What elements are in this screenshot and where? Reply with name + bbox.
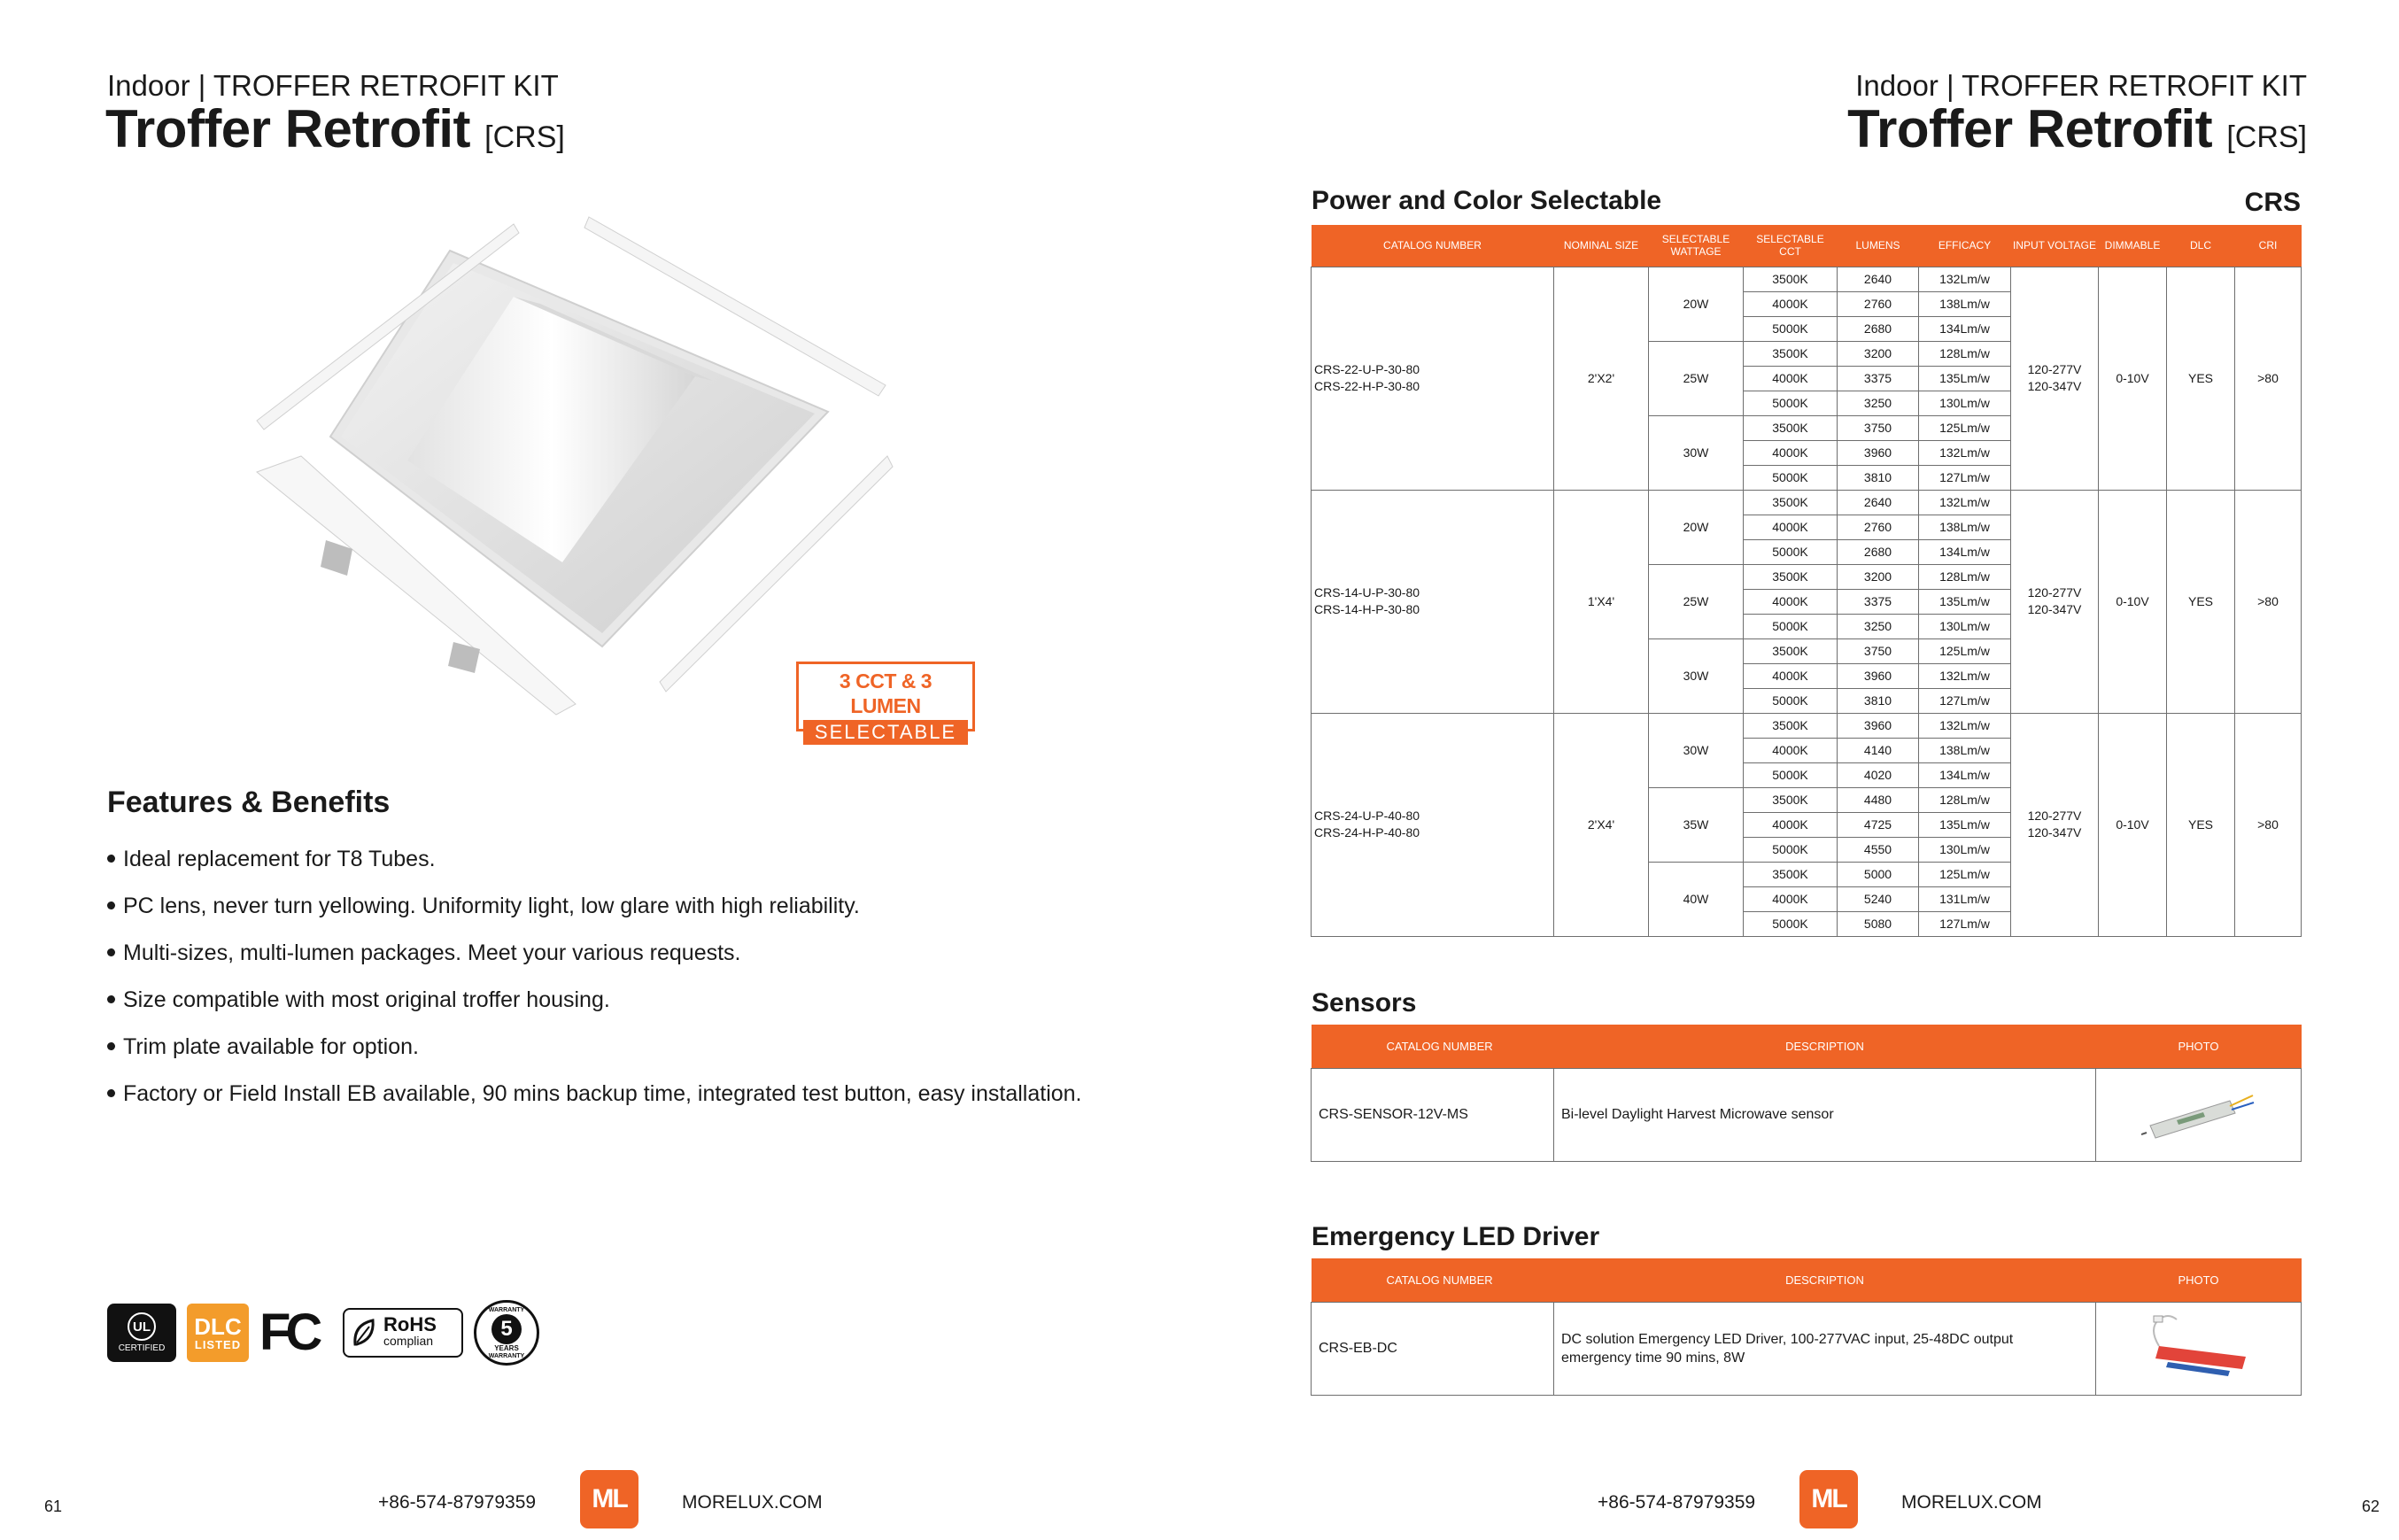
leaf-icon	[352, 1318, 376, 1348]
feature-item: Factory or Field Install EB available, 90 mins backup time, integrated test button, easy installation.	[107, 1082, 1082, 1105]
efficacy-cell: 125Lm/w	[1919, 862, 2011, 886]
efficacy-cell: 135Lm/w	[1919, 366, 2011, 391]
features-list	[107, 847, 1082, 1129]
lumens-cell: 3960	[1838, 440, 1919, 465]
lumens-cell: 4480	[1838, 787, 1919, 812]
right-phone: +86-574-87979359	[1598, 1492, 1756, 1513]
lumens-cell: 4550	[1838, 837, 1919, 862]
emergency-header-cell: PHOTO	[2096, 1258, 2302, 1302]
wattage-cell: 30W	[1649, 713, 1744, 787]
efficacy-cell: 128Lm/w	[1919, 564, 2011, 589]
right-header-subtitle: Indoor | TROFFER RETROFIT KIT	[1855, 69, 2307, 102]
efficacy-cell: 127Lm/w	[1919, 688, 2011, 713]
efficacy-cell: 138Lm/w	[1919, 738, 2011, 762]
spec-header-cell: DLC	[2167, 225, 2235, 267]
left-website-link[interactable]: MORELUX.COM	[682, 1492, 823, 1513]
sensors-table	[1311, 1025, 2302, 1162]
efficacy-cell: 125Lm/w	[1919, 415, 2011, 440]
emergency-catalog-cell: CRS-EB-DC	[1312, 1302, 1554, 1395]
right-page-number: 62	[2362, 1497, 2380, 1515]
cct-cell: 3500K	[1744, 564, 1838, 589]
badge-line2: SELECTABLE	[803, 720, 968, 745]
spec-header-cell: NOMINAL SIZE	[1554, 225, 1649, 267]
emergency-header-cell: DESCRIPTION	[1554, 1258, 2096, 1302]
left-brand-logo: ML	[580, 1470, 638, 1528]
product-image	[248, 199, 903, 722]
voltage-cell: 120-277V 120-347V	[2011, 267, 2099, 490]
features-title: Features & Benefits	[107, 785, 391, 819]
wattage-cell: 35W	[1649, 787, 1744, 862]
catalog-cell: CRS-22-U-P-30-80 CRS-22-H-P-30-80	[1312, 267, 1554, 490]
sensor-catalog-cell: CRS-SENSOR-12V-MS	[1312, 1068, 1554, 1161]
cct-cell: 5000K	[1744, 316, 1838, 341]
feature-item: Trim plate available for option.	[107, 1035, 1082, 1058]
cct-cell: 3500K	[1744, 415, 1838, 440]
certifications-row	[107, 1300, 539, 1366]
emergency-title: Emergency LED Driver	[1312, 1222, 1600, 1251]
sensors-title: Sensors	[1312, 988, 1417, 1018]
cri-cell: >80	[2235, 267, 2302, 490]
cct-cell: 5000K	[1744, 465, 1838, 490]
lumens-cell: 2760	[1838, 291, 1919, 316]
sensor-photo	[2141, 1081, 2256, 1143]
spec-header-cell: DIMMABLE	[2099, 225, 2167, 267]
efficacy-cell: 135Lm/w	[1919, 589, 2011, 614]
emergency-driver-photo	[2141, 1311, 2256, 1381]
spec-header-cell: SELECTABLE CCT	[1744, 225, 1838, 267]
lumens-cell: 2760	[1838, 515, 1919, 539]
lumens-cell: 3810	[1838, 465, 1919, 490]
spec-header-cell: EFFICACY	[1919, 225, 2011, 267]
emergency-description-cell: DC solution Emergency LED Driver, 100-277VAC input, 25-48DC output emergency time 90 mins, 8W	[1554, 1302, 2096, 1395]
spec-header-row	[1312, 225, 2302, 267]
wattage-cell: 40W	[1649, 862, 1744, 936]
bullet-icon	[107, 1042, 115, 1050]
size-cell: 2'X4'	[1554, 713, 1649, 936]
lumens-cell: 2640	[1838, 267, 1919, 291]
efficacy-cell: 132Lm/w	[1919, 440, 2011, 465]
lumens-cell: 3375	[1838, 589, 1919, 614]
lumens-cell: 4020	[1838, 762, 1919, 787]
lumens-cell: 5240	[1838, 886, 1919, 911]
cct-cell: 4000K	[1744, 515, 1838, 539]
efficacy-cell: 132Lm/w	[1919, 713, 2011, 738]
ul-certified-icon: UL CERTIFIED	[107, 1304, 176, 1362]
sensors-header-cell: PHOTO	[2096, 1025, 2302, 1068]
right-website-link[interactable]: MORELUX.COM	[1901, 1492, 2042, 1513]
efficacy-cell: 132Lm/w	[1919, 663, 2011, 688]
feature-item: Ideal replacement for T8 Tubes.	[107, 847, 1082, 871]
cct-cell: 5000K	[1744, 911, 1838, 936]
emergency-header-cell: CATALOG NUMBER	[1312, 1258, 1554, 1302]
left-phone: +86-574-87979359	[378, 1492, 537, 1513]
fc-icon: FC	[259, 1304, 318, 1361]
dlc-cell: YES	[2167, 267, 2235, 490]
cct-cell: 4000K	[1744, 812, 1838, 837]
efficacy-cell: 132Lm/w	[1919, 267, 2011, 291]
efficacy-cell: 134Lm/w	[1919, 539, 2011, 564]
efficacy-cell: 130Lm/w	[1919, 837, 2011, 862]
lumens-cell: 3750	[1838, 415, 1919, 440]
lumens-cell: 3250	[1838, 614, 1919, 638]
cct-cell: 4000K	[1744, 366, 1838, 391]
efficacy-cell: 130Lm/w	[1919, 391, 2011, 415]
spec-header-cell: CATALOG NUMBER	[1312, 225, 1554, 267]
cct-cell: 3500K	[1744, 787, 1838, 812]
bullet-icon	[107, 902, 115, 909]
cct-cell: 3500K	[1744, 490, 1838, 515]
emergency-header-row	[1312, 1258, 2302, 1302]
sensor-photo-cell	[2096, 1068, 2302, 1161]
sensor-description-cell: Bi-level Daylight Harvest Microwave sensor	[1554, 1068, 2096, 1161]
left-title-code: [CRS]	[484, 120, 565, 154]
lumens-cell: 4725	[1838, 812, 1919, 837]
cri-cell: >80	[2235, 713, 2302, 936]
right-brand-logo: ML	[1799, 1470, 1858, 1528]
spec-table-body	[1312, 267, 2302, 936]
sensors-header-cell: DESCRIPTION	[1554, 1025, 2096, 1068]
efficacy-cell: 125Lm/w	[1919, 638, 2011, 663]
wattage-cell: 20W	[1649, 490, 1744, 564]
catalog-cell: CRS-24-U-P-40-80 CRS-24-H-P-40-80	[1312, 713, 1554, 936]
feature-item: PC lens, never turn yellowing. Uniformity light, low glare with high reliability.	[107, 894, 1082, 917]
lumens-cell: 5080	[1838, 911, 1919, 936]
feature-item: Multi-sizes, multi-lumen packages. Meet your various requests.	[107, 941, 1082, 964]
lumens-cell: 2640	[1838, 490, 1919, 515]
spec-row	[1312, 713, 2302, 738]
wattage-cell: 20W	[1649, 267, 1744, 341]
lumens-cell: 3200	[1838, 341, 1919, 366]
efficacy-cell: 135Lm/w	[1919, 812, 2011, 837]
cct-cell: 4000K	[1744, 440, 1838, 465]
spec-header-cell: LUMENS	[1838, 225, 1919, 267]
dimmable-cell: 0-10V	[2099, 267, 2167, 490]
efficacy-cell: 128Lm/w	[1919, 341, 2011, 366]
lumens-cell: 3960	[1838, 713, 1919, 738]
bullet-icon	[107, 995, 115, 1003]
bullet-icon	[107, 948, 115, 956]
cct-cell: 4000K	[1744, 291, 1838, 316]
sensors-header-row	[1312, 1025, 2302, 1068]
efficacy-cell: 138Lm/w	[1919, 515, 2011, 539]
dimmable-cell: 0-10V	[2099, 490, 2167, 713]
feature-item: Size compatible with most original troffer housing.	[107, 988, 1082, 1011]
right-header-title	[1847, 98, 2307, 159]
dlc-cell: YES	[2167, 713, 2235, 936]
lumens-cell: 5000	[1838, 862, 1919, 886]
spec-header-cell: SELECTABLE WATTAGE	[1649, 225, 1744, 267]
dlc-cell: YES	[2167, 490, 2235, 713]
left-header-title	[105, 98, 565, 159]
cct-cell: 5000K	[1744, 762, 1838, 787]
spec-section-title: Power and Color Selectable	[1312, 186, 1662, 215]
efficacy-cell: 131Lm/w	[1919, 886, 2011, 911]
sensor-row	[1312, 1068, 2302, 1161]
cct-cell: 5000K	[1744, 837, 1838, 862]
rohs-icon: RoHS complian	[343, 1308, 463, 1358]
warranty-5-years-icon: WARRANTY 5 YEARS WARRANTY	[474, 1300, 539, 1366]
sensors-header-cell: CATALOG NUMBER	[1312, 1025, 1554, 1068]
catalog-cell: CRS-14-U-P-30-80 CRS-14-H-P-30-80	[1312, 490, 1554, 713]
wattage-cell: 30W	[1649, 415, 1744, 490]
dimmable-cell: 0-10V	[2099, 713, 2167, 936]
efficacy-cell: 132Lm/w	[1919, 490, 2011, 515]
cct-cell: 3500K	[1744, 713, 1838, 738]
cct-cell: 3500K	[1744, 862, 1838, 886]
spec-table	[1311, 225, 2302, 937]
wattage-cell: 25W	[1649, 341, 1744, 415]
cct-cell: 5000K	[1744, 539, 1838, 564]
efficacy-cell: 138Lm/w	[1919, 291, 2011, 316]
efficacy-cell: 128Lm/w	[1919, 787, 2011, 812]
emergency-photo-cell	[2096, 1302, 2302, 1395]
cct-cell: 5000K	[1744, 688, 1838, 713]
right-title-code: [CRS]	[2226, 120, 2307, 154]
size-cell: 2'X2'	[1554, 267, 1649, 490]
lumens-cell: 2680	[1838, 316, 1919, 341]
cct-cell: 4000K	[1744, 589, 1838, 614]
right-title-text: Troffer Retrofit	[1847, 99, 2213, 159]
badge-line1: 3 CCT & 3 LUMEN	[839, 669, 933, 717]
emergency-table	[1311, 1258, 2302, 1396]
efficacy-cell: 127Lm/w	[1919, 911, 2011, 936]
selectable-badge	[796, 662, 975, 743]
efficacy-cell: 134Lm/w	[1919, 316, 2011, 341]
lumens-cell: 3250	[1838, 391, 1919, 415]
cct-cell: 3500K	[1744, 341, 1838, 366]
lumens-cell: 3960	[1838, 663, 1919, 688]
lumens-cell: 3810	[1838, 688, 1919, 713]
lumens-cell: 3200	[1838, 564, 1919, 589]
bullet-icon	[107, 855, 115, 863]
voltage-cell: 120-277V 120-347V	[2011, 713, 2099, 936]
efficacy-cell: 130Lm/w	[1919, 614, 2011, 638]
cct-cell: 5000K	[1744, 614, 1838, 638]
cct-cell: 5000K	[1744, 391, 1838, 415]
wattage-cell: 25W	[1649, 564, 1744, 638]
spec-row	[1312, 267, 2302, 291]
efficacy-cell: 134Lm/w	[1919, 762, 2011, 787]
lumens-cell: 3750	[1838, 638, 1919, 663]
cct-cell: 4000K	[1744, 886, 1838, 911]
bullet-icon	[107, 1089, 115, 1097]
cct-cell: 4000K	[1744, 738, 1838, 762]
cct-cell: 3500K	[1744, 267, 1838, 291]
left-header-subtitle: Indoor | TROFFER RETROFIT KIT	[107, 69, 559, 102]
left-title-text: Troffer Retrofit	[105, 99, 470, 159]
cct-cell: 3500K	[1744, 638, 1838, 663]
left-page-number: 61	[44, 1497, 63, 1515]
efficacy-cell: 127Lm/w	[1919, 465, 2011, 490]
cri-cell: >80	[2235, 490, 2302, 713]
spec-header-cell: INPUT VOLTAGE	[2011, 225, 2099, 267]
dlc-listed-icon: DLC LISTED	[187, 1304, 249, 1362]
lumens-cell: 2680	[1838, 539, 1919, 564]
spec-series-code: CRS	[2244, 188, 2301, 217]
lumens-cell: 3375	[1838, 366, 1919, 391]
emergency-row	[1312, 1302, 2302, 1395]
size-cell: 1'X4'	[1554, 490, 1649, 713]
lumens-cell: 4140	[1838, 738, 1919, 762]
cct-cell: 4000K	[1744, 663, 1838, 688]
voltage-cell: 120-277V 120-347V	[2011, 490, 2099, 713]
spec-row	[1312, 490, 2302, 515]
wattage-cell: 30W	[1649, 638, 1744, 713]
spec-header-cell: CRI	[2235, 225, 2302, 267]
